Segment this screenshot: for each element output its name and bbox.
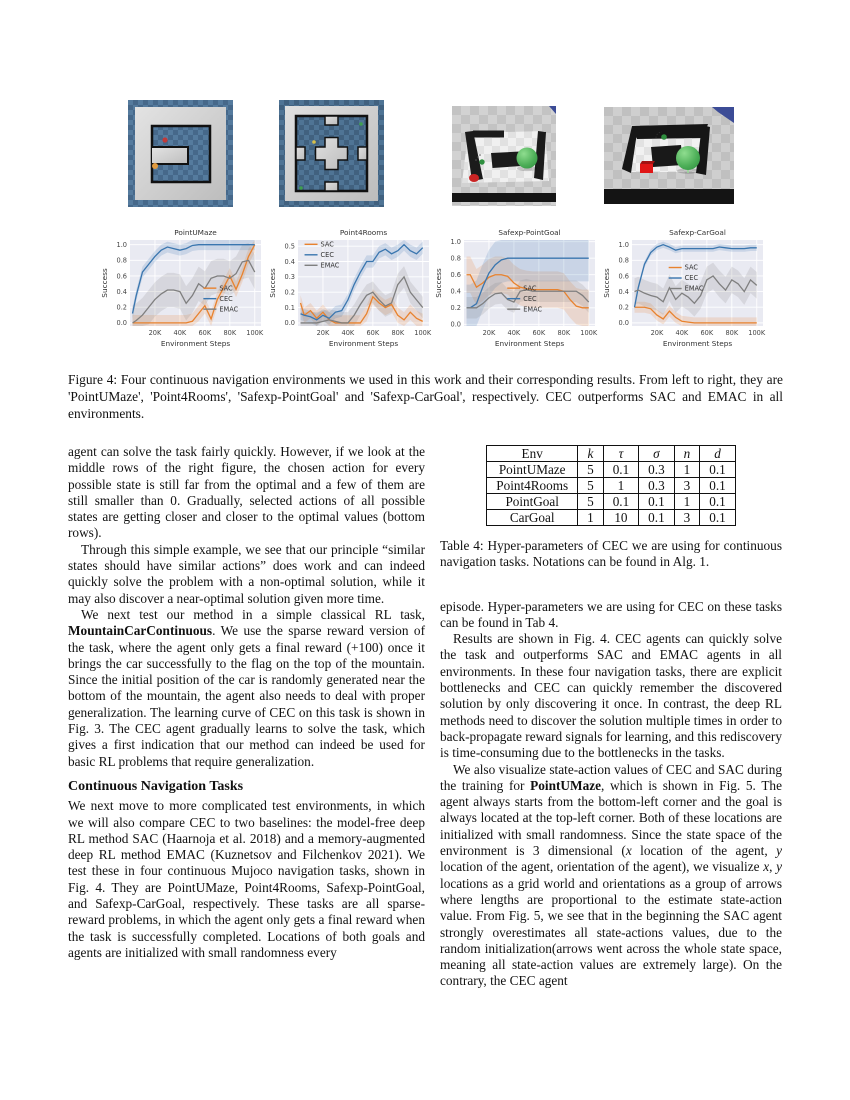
env-image-safexp-pointgoal (452, 106, 556, 206)
goal-sphere (517, 148, 538, 169)
x-axis-label: Environment Steps (160, 339, 231, 348)
table-cell: 10 (603, 510, 638, 526)
x-tick-label: 60K (700, 329, 714, 337)
paragraph: agent can solve the task fairly quickly. However, if we look at the middle rows of the right figure, the chosen action for every possible state is still far from the optimal and a few of them are still smaller than 0. Gradually, selected actions of all possible states are getting closer and closer to the optimal values (bottom rows). (68, 444, 425, 541)
table-cell: Point4Rooms (487, 478, 578, 494)
table-cell: 0.1 (700, 494, 735, 510)
paragraph: episode. Hyper-parameters we are using for CEC on these tasks can be found in Tab 4. (440, 598, 782, 630)
y-axis-label: Success (602, 268, 611, 298)
env-image-point4rooms (279, 100, 384, 207)
y-axis-label: Success (268, 268, 277, 298)
x-tick-label: 100K (580, 329, 598, 337)
figure-caption: Figure 4: Four continuous navigation environments we used in this work and their corresponding results. From left to right, they are 'PointUMaze', 'Point4Rooms', 'Safexp-PointGoal' and 'Safexp-CarGoal', respectively. CEC outperforms SAC and EMAC in all environments. (68, 372, 783, 421)
y-tick-label: 0.2 (284, 288, 295, 297)
table-cell: 1 (674, 462, 700, 478)
paragraph: We also visualize state-action values of CEC and SAC during the training for PointUMaze, which is shown in Fig. 5. The agent always starts from the bottom-left corner and the goal is always located at the top-left corner. Both of these locations are initialized with small randomness. Since the state space of the environment is 3 dimensional (x location of the agent, y location of the agent, orientation of the agent), we visualize x, y locations as a grid world and orientations as a group of arrows where lengths are proportional to the estimate state-action value. From Fig. 5, we see that in the beginning the SAC agent strongly overestimates all state-actions values, due to the random initialization(arrows went across the whole state space, meaning all state-action values are extremely large). On the contrary, the CEC agent (440, 761, 782, 989)
y-tick-label: 0.4 (116, 287, 127, 296)
table-caption: Table 4: Hyper-parameters of CEC we are using for continuous navigation tasks. Notations can be found in Alg. 1. (440, 538, 782, 570)
y-tick-label: 0.2 (450, 304, 461, 313)
legend-label-sac: SAC (320, 240, 334, 249)
chart-title: Point4Rooms (339, 228, 388, 237)
goal-dot (152, 163, 158, 169)
table-row (487, 494, 735, 510)
x-tick-label: 100K (246, 329, 264, 337)
table-row (487, 462, 735, 478)
x-tick-label: 80K (557, 329, 571, 337)
paragraph: We next test our method in a simple classical RL task, MountainCarContinuous. We use the sparse reward version of the task, where the agent only gets a final reward (+100) once it brings the car successfully to the flag on the top of the mountain. Since the initial position of the car is randomly generated near the bottom of the mountain, the agent also needs to deal with proper generalization. The learning curve of CEC on this task is shown in Fig. 3. The CEC agent gradually learns to solve the task, which gives a first indication that our method can indeed be used for basic RL problems that require generalization. (68, 606, 425, 769)
table-cell: 3 (674, 510, 700, 526)
y-tick-label: 0.0 (618, 319, 629, 328)
legend-label-cec: CEC (219, 294, 233, 303)
table-cell: 0.1 (603, 462, 638, 478)
y-tick-label: 1.0 (450, 237, 461, 246)
y-tick-label: 0.8 (618, 256, 629, 265)
wall (632, 124, 708, 139)
y-tick-label: 0.5 (284, 242, 295, 251)
x-tick-label: 80K (391, 329, 405, 337)
agent-dot (162, 137, 167, 142)
x-tick-label: 60K (366, 329, 380, 337)
agent-dot (312, 140, 316, 144)
chart-title: Safexp-CarGoal (669, 228, 726, 237)
table-cell: 0.1 (603, 494, 638, 510)
table-cell: 1 (674, 494, 700, 510)
legend-label-cec: CEC (684, 274, 699, 283)
agent-robot (469, 174, 479, 182)
x-tick-label: 60K (532, 329, 546, 337)
column-header: σ (639, 446, 674, 462)
chart-title: Safexp-PointGoal (498, 228, 561, 237)
chart-point4rooms (268, 227, 438, 357)
y-tick-label: 1.0 (116, 240, 127, 249)
x-axis-label: Environment Steps (328, 339, 399, 348)
y-axis-label: Success (434, 268, 443, 298)
legend-label-cec: CEC (320, 251, 334, 259)
paragraph: Through this simple example, we see that our principle “similar states should have similar actions” does work and can indeed quickly solve the problem with a non-optimal solution, while it may also discover a near-optimal solution given more time. (68, 541, 425, 606)
table-cell: CarGoal (487, 510, 578, 526)
table-cell: 5 (578, 478, 604, 494)
chart-safexp-cargoal (602, 227, 772, 357)
table-cell: 5 (578, 462, 604, 478)
y-tick-label: 0.1 (284, 303, 295, 312)
table-cell: PointGoal (487, 494, 578, 510)
y-tick-label: 0.6 (618, 272, 629, 281)
legend-label-emac: EMAC (523, 305, 543, 314)
y-tick-label: 0.4 (284, 257, 295, 266)
y-tick-label: 0.8 (450, 254, 461, 263)
table-cell: 0.1 (700, 462, 735, 478)
y-tick-label: 1.0 (618, 240, 629, 249)
column-header: τ (603, 446, 638, 462)
legend-label-emac: EMAC (684, 284, 704, 293)
x-tick-label: 100K (748, 329, 766, 337)
x-tick-label: 40K (675, 329, 689, 337)
y-tick-label: 0.3 (284, 273, 295, 282)
table-cell: 0.1 (639, 510, 674, 526)
y-tick-label: 0.2 (618, 303, 629, 312)
table-row (487, 510, 735, 526)
legend-label-sac: SAC (523, 284, 537, 293)
table-cell: 0.3 (639, 462, 674, 478)
x-tick-label: 20K (316, 329, 330, 337)
column-right (440, 444, 782, 990)
column-header: d (700, 446, 735, 462)
y-tick-label: 0.6 (450, 271, 461, 280)
y-tick-label: 0.4 (618, 287, 629, 296)
column-header: Env (487, 446, 578, 462)
x-tick-label: 100K (414, 329, 432, 337)
y-tick-label: 0.0 (450, 320, 461, 329)
chart-pointumaze (100, 227, 270, 357)
table-cell: 0.1 (700, 478, 735, 494)
x-tick-label: 40K (173, 329, 187, 337)
y-tick-label: 0.2 (116, 303, 127, 312)
x-tick-label: 80K (223, 329, 237, 337)
agent-car (640, 164, 653, 173)
y-tick-label: 0.8 (116, 256, 127, 265)
legend-label-sac: SAC (219, 284, 233, 293)
x-axis-label: Environment Steps (662, 339, 733, 348)
y-tick-label: 0.0 (116, 319, 127, 328)
env-image-safexp-cargoal (604, 107, 734, 204)
wall (473, 131, 504, 138)
table-row (487, 478, 735, 494)
hyperparams-table (486, 445, 735, 526)
legend-label-emac: EMAC (320, 261, 340, 270)
chart-title: PointUMaze (174, 228, 217, 237)
legend-label-sac: SAC (684, 263, 698, 272)
table-header-row (487, 446, 735, 462)
goal-sphere (676, 146, 700, 170)
table-cell: 0.1 (700, 510, 735, 526)
x-tick-label: 20K (148, 329, 162, 337)
table-cell: 1 (603, 478, 638, 494)
y-tick-label: 0.0 (284, 319, 295, 328)
x-tick-label: 20K (482, 329, 496, 337)
y-tick-label: 0.4 (450, 287, 461, 296)
section-heading: Continuous Navigation Tasks (68, 778, 244, 794)
table-cell: 3 (674, 478, 700, 494)
y-tick-label: 0.6 (116, 272, 127, 281)
table-cell: 0.3 (639, 478, 674, 494)
y-axis-label: Success (100, 268, 109, 298)
x-axis-label: Environment Steps (494, 339, 565, 348)
legend-label-cec: CEC (523, 294, 537, 303)
legend-label-emac: EMAC (219, 305, 239, 314)
column-header: k (578, 446, 604, 462)
x-tick-label: 80K (725, 329, 739, 337)
column-left (68, 444, 425, 961)
table-cell: PointUMaze (487, 462, 578, 478)
table-cell: 1 (578, 510, 604, 526)
table-cell: 5 (578, 494, 604, 510)
paragraph: We next move to more complicated test environments, in which we will also compare CEC to two baselines: the model-free deep RL method SAC (Haarnoja et al. 2018) and a memory-augmented deep RL method EMAC (Kuznetsov and Filchenkov 2021). We test these in four continuous Mujoco navigation tasks, shown in Fig. 4. They are PointUMaze, Point4Rooms, Safexp-PointGoal, and Safexp-CarGoal, respectively. These tasks are all sparse-reward problems, in which the agent only gets a final reward when the task is successfully completed. Locations of both goals and agents are initialized with small randomness every (68, 798, 425, 960)
x-tick-label: 60K (198, 329, 212, 337)
goal-dot (299, 186, 303, 190)
x-tick-label: 40K (341, 329, 355, 337)
env-image-pointumaze (128, 100, 233, 207)
x-tick-label: 40K (507, 329, 521, 337)
table-cell: 0.1 (639, 494, 674, 510)
goal-dot (359, 122, 363, 126)
x-tick-label: 20K (650, 329, 664, 337)
paragraph: Results are shown in Fig. 4. CEC agents can quickly solve the task and outperforms SAC and EMAC agents in all environments. In these four navigation tasks, there are explicit bottlenecks and CEC can quickly remember the discovered solution by only discovering it once. In contrast, the deep RL methods need to discover the solution multiple times in order to back-propagate reward signals for learning, and this rediscovery is time-consuming due to the bottlenecks in the tasks. (440, 631, 782, 761)
column-header: n (674, 446, 700, 462)
chart-safexp-pointgoal (434, 227, 604, 357)
